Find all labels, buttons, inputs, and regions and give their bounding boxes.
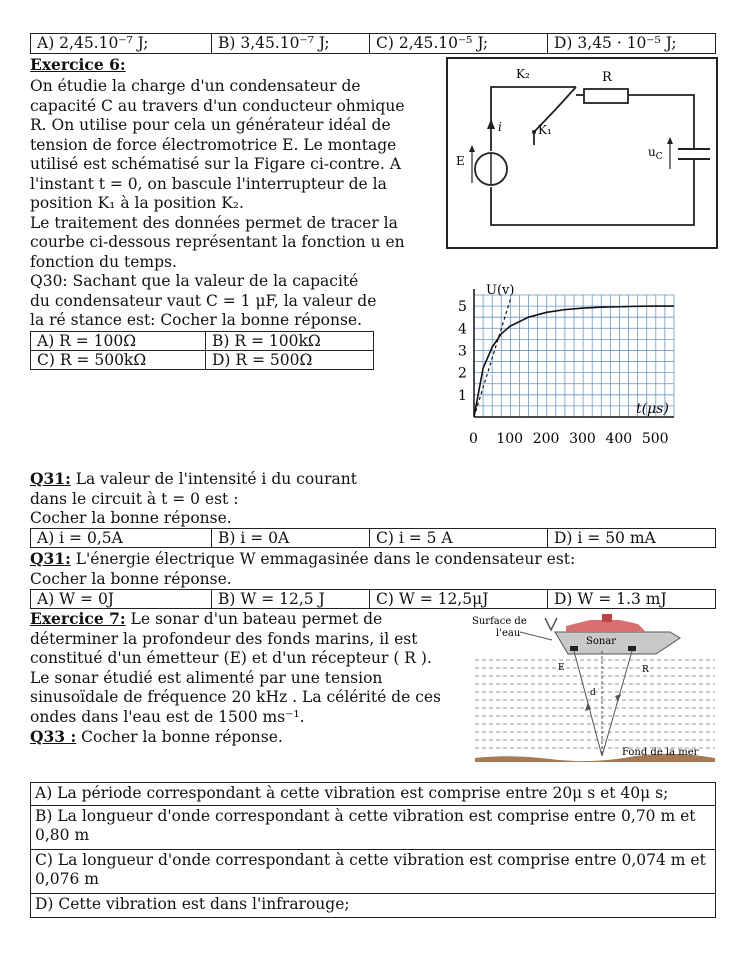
depth-label: d: [590, 688, 596, 698]
ex6-line-9: fonction du temps.: [30, 252, 177, 271]
seafloor-label: Fond de la mer: [622, 747, 699, 758]
sonar-label: Sonar: [586, 636, 617, 647]
y-tick-label: 5: [458, 299, 467, 316]
sonar-diagram: [470, 610, 720, 775]
ex6-body: [30, 77, 430, 272]
q31b-answer-b[interactable]: B) W = 12,5 J: [212, 590, 370, 608]
y-tick-label: 3: [458, 343, 467, 360]
e-label: E: [456, 154, 465, 168]
x-tick-label: 500: [641, 431, 669, 447]
x-tick-label: 100: [496, 431, 524, 447]
top-answer-b[interactable]: B) 3,45.10⁻⁷ J;: [212, 34, 370, 53]
q33-answer-d[interactable]: D) Cette vibration est dans l'infrarouge;: [30, 894, 716, 918]
q31a-label: Q31:: [30, 469, 71, 488]
ex6-line-1: capacité C au travers d'un conducteur ohmique: [30, 96, 405, 115]
q30-answer-b[interactable]: B) R = 100kΩ: [212, 332, 321, 350]
ex7-line-5: ondes dans l'eau est de 1500 ms⁻¹.: [30, 707, 305, 726]
k1-label: K₁: [538, 123, 552, 137]
q30-answer-c[interactable]: C) R = 500kΩ: [31, 351, 206, 369]
i-label: i: [498, 120, 502, 134]
q30-line-2: la ré stance est: Cocher la bonne réponse.: [30, 311, 363, 329]
q31b-answer-d[interactable]: D) W = 1.3 mJ: [554, 590, 667, 608]
x-tick-label: 200: [532, 431, 560, 447]
q31a-answers-row: [30, 528, 716, 548]
q33-label: Q33 :: [30, 727, 77, 746]
ex6-line-3: tension de force électromotrice E. Le montage: [30, 135, 397, 154]
top-answer-a[interactable]: A) 2,45.10⁻⁷ J;: [31, 34, 212, 53]
r-label: R: [602, 70, 612, 85]
ex7-line-3: Le sonar étudié est alimenté par une tension: [30, 668, 383, 687]
ex6-line-8: courbe ci-dessous représentant la fonction u en: [30, 233, 405, 251]
x-tick-label: 0: [469, 431, 478, 447]
x-tick-label: 400: [605, 431, 633, 447]
ex6-line-5: l'instant t = 0, on bascule l'interrupteur de la: [30, 174, 387, 193]
surface-label: Surface de: [472, 616, 527, 627]
k2-label: K₂: [516, 67, 530, 81]
x-axis-label: t(μs): [636, 401, 669, 417]
q31b-line-0: [30, 549, 575, 570]
q31b-label: Q31:: [30, 549, 71, 568]
q31b-line-0-text: L'énergie électrique W emmagasinée dans le condensateur est:: [70, 550, 576, 568]
q30-text: [30, 272, 376, 331]
ex6-title: Exercice 6:: [30, 55, 126, 74]
uc-label: $u_C$: [648, 145, 663, 162]
q33-answer-c[interactable]: C) La longueur d'onde correspondant à cette vibration est comprise entre 0,074 m et 0,076 m: [30, 850, 716, 894]
q31a-line-1: dans le circuit à t = 0 est :: [30, 489, 239, 508]
q30-answers-row-2: [30, 350, 374, 370]
q31a-line-0: [30, 469, 357, 490]
q31a-answer-d[interactable]: D) i = 50 mA: [554, 529, 656, 547]
ex7-title: Exercice 7:: [30, 609, 126, 628]
q33-answer-b[interactable]: B) La longueur d'onde correspondant à cette vibration est comprise entre 0,70 m et 0,80 m: [30, 806, 716, 850]
q31a-line-0-text: La valeur de l'intensité i du courant: [70, 470, 358, 488]
q30-answer-a[interactable]: A) R = 100Ω: [31, 332, 206, 350]
y-tick-label: 1: [458, 387, 467, 404]
q33-text: Cocher la bonne réponse.: [76, 728, 283, 746]
receiver-label: R: [642, 665, 649, 675]
ex7-line-1: déterminer la profondeur des fonds marins, il est: [30, 629, 418, 648]
ex6-line-4: utilisé est schématisé sur la Figare ci-contre. A: [30, 155, 401, 173]
q31a-answer-a[interactable]: A) i = 0,5A: [31, 529, 212, 547]
ex7-line-0: [30, 609, 460, 630]
y-tick-label: 2: [458, 365, 467, 382]
top-answers-row: [30, 33, 716, 54]
ex7-line-2: constitué d'un émetteur (E) et d'un récepteur ( R ).: [30, 649, 432, 667]
ex6-line-6: position K₁ à la position K₂.: [30, 194, 244, 212]
q31b-answer-a[interactable]: A) W = 0J: [31, 590, 212, 608]
q31b-line-1: Cocher la bonne réponse.: [30, 569, 232, 588]
ex7-first: Le sonar d'un bateau permet de: [125, 610, 383, 628]
q30-answers-row-1: [30, 331, 374, 351]
q30-answer-d[interactable]: D) R = 500Ω: [212, 351, 313, 369]
top-answer-d[interactable]: D) 3,45 · 10⁻⁵ J;: [554, 34, 677, 52]
x-tick-label: 300: [569, 431, 596, 447]
q31a-answer-c[interactable]: C) i = 5 A: [370, 529, 548, 547]
q33-line: [30, 727, 460, 748]
q30-line-1: du condensateur vaut C = 1 μF, la valeur de: [30, 291, 377, 310]
ex7-text: [30, 609, 460, 748]
charge-curve-chart: [450, 272, 710, 457]
circuit-diagram: [446, 57, 718, 249]
top-answer-c[interactable]: C) 2,45.10⁻⁵ J;: [370, 34, 548, 53]
eau-label: l'eau: [496, 628, 521, 639]
y-axis-label: U(v): [486, 283, 515, 298]
q31a-answer-b[interactable]: B) i = 0A: [212, 529, 370, 547]
emitter-label: E: [558, 663, 565, 673]
ex7-line-4: sinusoïdale de fréquence 20 kHz . La célérité de ces: [30, 688, 441, 706]
q30-line-0: Q30: Sachant que la valeur de la capacité: [30, 272, 359, 290]
q31b-text: [30, 549, 575, 589]
q31b-answers-row: [30, 589, 716, 609]
ex6-line-2: R. On utilise pour cela un générateur idéal de: [30, 116, 391, 134]
ex6-line-7: Le traitement des données permet de tracer la: [30, 213, 398, 232]
q31b-answer-c[interactable]: C) W = 12,5μJ: [370, 590, 548, 608]
y-tick-label: 4: [458, 321, 467, 338]
q31a-line-2: Cocher la bonne réponse.: [30, 509, 232, 527]
q31a-text: [30, 469, 357, 529]
ex6-line-0: On étudie la charge d'un condensateur de: [30, 77, 361, 95]
q33-answer-a[interactable]: A) La période correspondant à cette vibration est comprise entre 20μ s et 40μ s;: [30, 782, 716, 806]
